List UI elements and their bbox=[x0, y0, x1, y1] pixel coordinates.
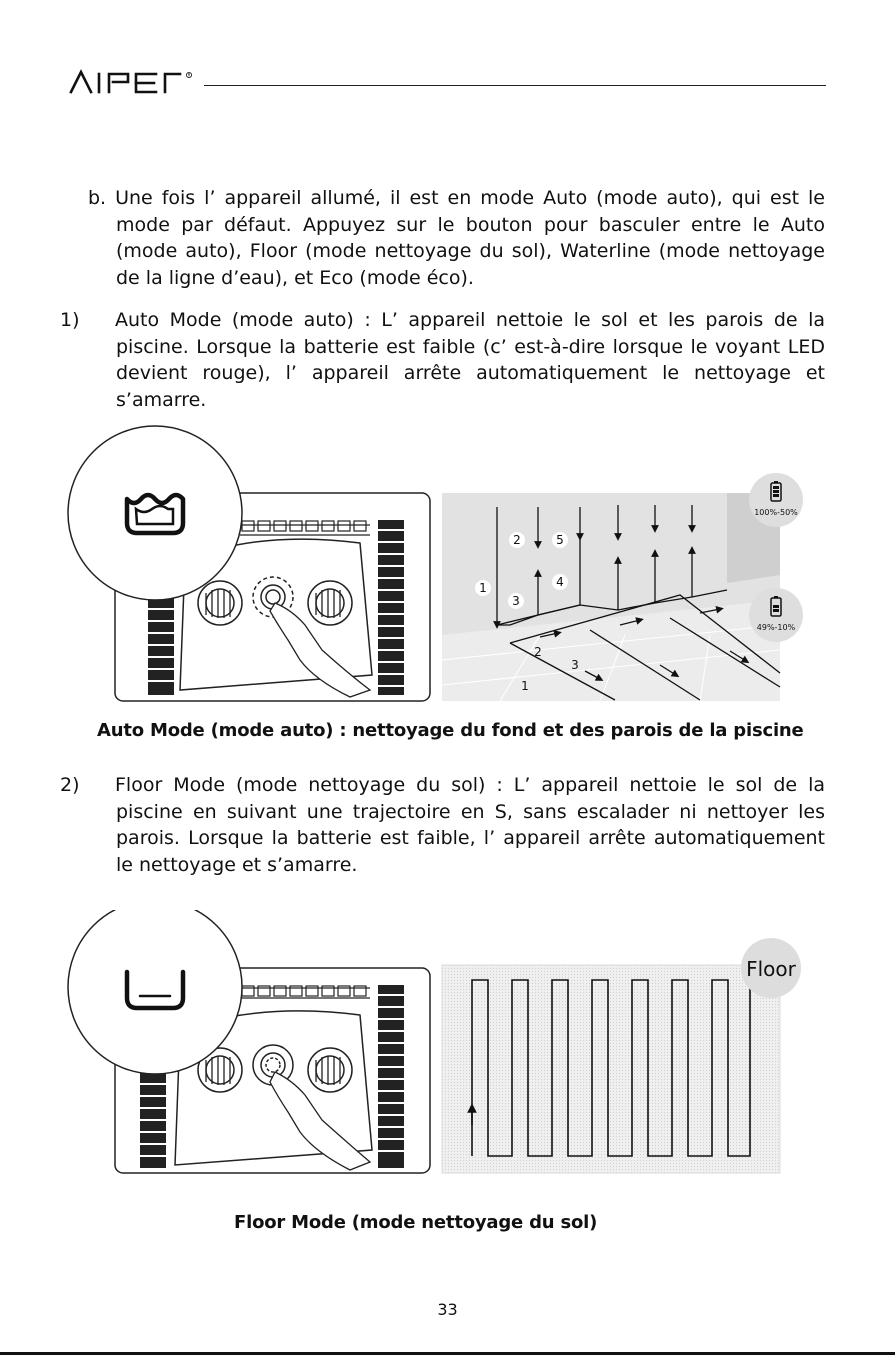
battery-high-label: 100%-50% bbox=[754, 508, 798, 517]
battery-low-badge bbox=[749, 588, 803, 642]
page-number: 33 bbox=[437, 1300, 458, 1319]
floor-mode-label: 2) bbox=[60, 774, 80, 796]
aiper-logo bbox=[68, 66, 196, 96]
wall-number-2: 2 bbox=[513, 533, 521, 547]
wall-number-1: 1 bbox=[479, 581, 487, 595]
wall-number-3: 3 bbox=[512, 594, 520, 608]
floor-mode-icon-magnifier bbox=[68, 910, 242, 1074]
floor-badge bbox=[741, 938, 801, 998]
battery-low-label: 49%-10% bbox=[756, 623, 796, 632]
svg-text:R: R bbox=[187, 72, 191, 78]
floor-number-2: 2 bbox=[534, 645, 542, 659]
auto-mode-icon-magnifier bbox=[68, 426, 242, 600]
floor-path-diagram bbox=[442, 938, 801, 1173]
intro-paragraph: b. Une fois l’ appareil allumé, il est en mode Auto (mode auto), qui est le mode par défaut. Appuyez sur le bouton pour basculer entre le Auto (mode auto), Floor (mode nettoyage du sol), Waterline (mode nettoyage de la ligne d’eau), et Eco (mode éco). bbox=[88, 187, 825, 289]
floor-number-3: 3 bbox=[571, 658, 579, 672]
auto-mode-figure bbox=[60, 425, 820, 710]
wall-number-4: 4 bbox=[556, 575, 564, 589]
floor-badge-label: Floor bbox=[746, 957, 796, 981]
floor-number-1: 1 bbox=[521, 679, 529, 693]
wall-number-5: 5 bbox=[556, 533, 564, 547]
battery-high-badge bbox=[749, 473, 803, 527]
auto-mode-description: Auto Mode (mode auto) : L’ appareil nettoie le sol et les parois de la piscine. Lorsque la batterie est faible (c’ est-à-dire lorsque le voyant LED devient rouge), l’ appareil arrête automatiquement le nettoyage et s’amarre. bbox=[115, 309, 825, 411]
floor-mode-figure bbox=[60, 910, 820, 1180]
auto-mode-label: 1) bbox=[60, 309, 80, 331]
floor-mode-caption: Floor Mode (mode nettoyage du sol) bbox=[234, 1212, 598, 1233]
floor-mode-paragraph bbox=[60, 772, 825, 878]
auto-mode-caption: Auto Mode (mode auto) : nettoyage du fond et des parois de la piscine bbox=[97, 720, 804, 741]
auto-path-diagram bbox=[442, 473, 803, 701]
header-rule bbox=[204, 85, 826, 86]
floor-mode-description: Floor Mode (mode nettoyage du sol) : L’ appareil nettoie le sol de la piscine en suivant une trajectoire en S, sans escalader ni nettoyer les parois. Lorsque la batterie est faible, l’ appareil arrête automatiquement le nettoyage et s’amarre. bbox=[115, 774, 825, 876]
auto-mode-paragraph bbox=[60, 307, 825, 413]
